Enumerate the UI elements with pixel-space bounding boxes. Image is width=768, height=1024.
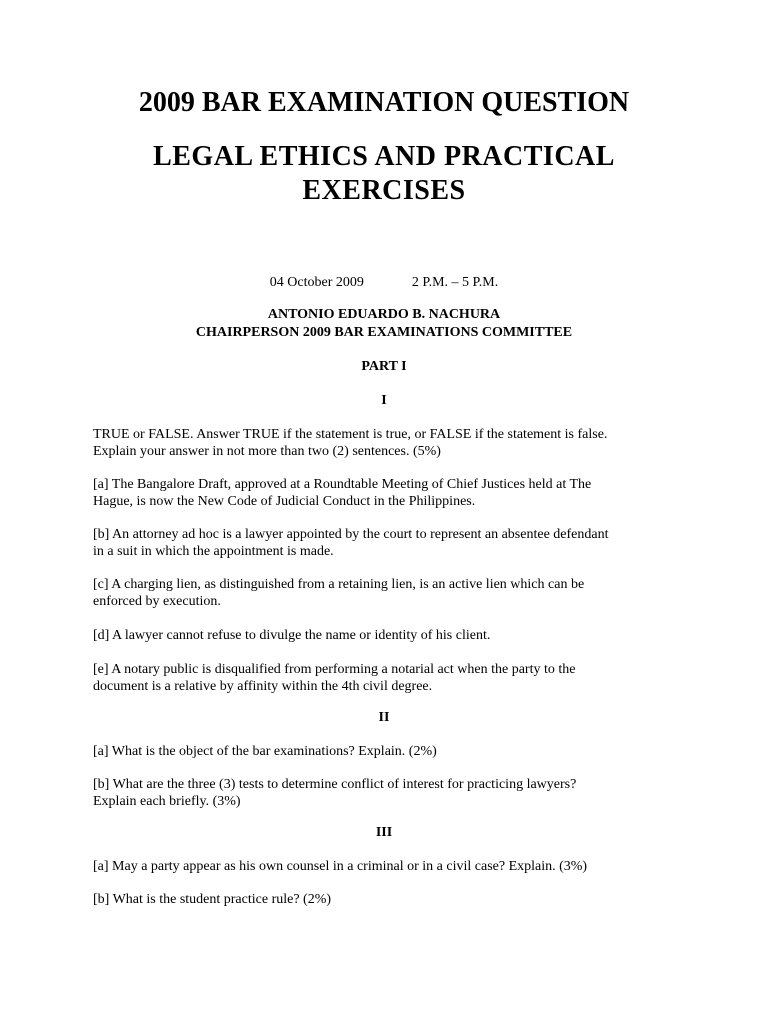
question-item: [d] A lawyer cannot refuse to divulge the name or identity of his client. <box>93 628 491 643</box>
part-heading: PART I <box>361 359 407 374</box>
question-item: [a] The Bangalore Draft, approved at a Roundtable Meeting of Chief Justices held at The Hague, is now the New Code of Judicial Conduct in the Philippines. <box>93 477 592 509</box>
question-item: [a] May a party appear as his own counsel in a criminal or in a civil case? Explain. (3%) <box>93 859 588 874</box>
section-numeral: II <box>378 710 390 725</box>
exam-date: 04 October 2009 <box>269 275 364 290</box>
document-subtitle <box>0 140 768 208</box>
question-item: [b] An attorney ad hoc is a lawyer appointed by the court to represent an absentee defendant in a suit in which the appointment is made. <box>93 527 609 559</box>
question-item: [b] What are the three (3) tests to determine conflict of interest for practicing lawyers? Explain each briefly. (3%) <box>93 777 577 809</box>
question-item: [a] What is the object of the bar examinations? Explain. (2%) <box>93 744 437 759</box>
subtitle-line-2: EXERCISES <box>302 175 466 206</box>
exam-schedule <box>0 274 768 292</box>
question-item: [c] A charging lien, as distinguished from a retaining lien, is an active lien which can be enforced by execution. <box>93 577 585 609</box>
exam-time: 2 P.M. – 5 P.M. <box>411 275 499 290</box>
chair-title: CHAIRPERSON 2009 BAR EXAMINATIONS COMMITTEE <box>195 325 573 340</box>
section-instructions: TRUE or FALSE. Answer TRUE if the statement is true, or FALSE if the statement is false. Explain your answer in not more than two (2) sentences. (5%) <box>93 427 608 459</box>
section-numeral: III <box>375 825 393 840</box>
question-item: [b] What is the student practice rule? (2%) <box>93 892 332 907</box>
chair-name: ANTONIO EDUARDO B. NACHURA <box>267 307 501 322</box>
subtitle-line-1: LEGAL ETHICS AND PRACTICAL <box>153 141 615 172</box>
document-title: 2009 BAR EXAMINATION QUESTION <box>138 87 630 118</box>
section-numeral: I <box>381 393 387 408</box>
question-item: [e] A notary public is disqualified from performing a notarial act when the party to the document is a relative by affinity within the 4th civil degree. <box>93 662 576 694</box>
